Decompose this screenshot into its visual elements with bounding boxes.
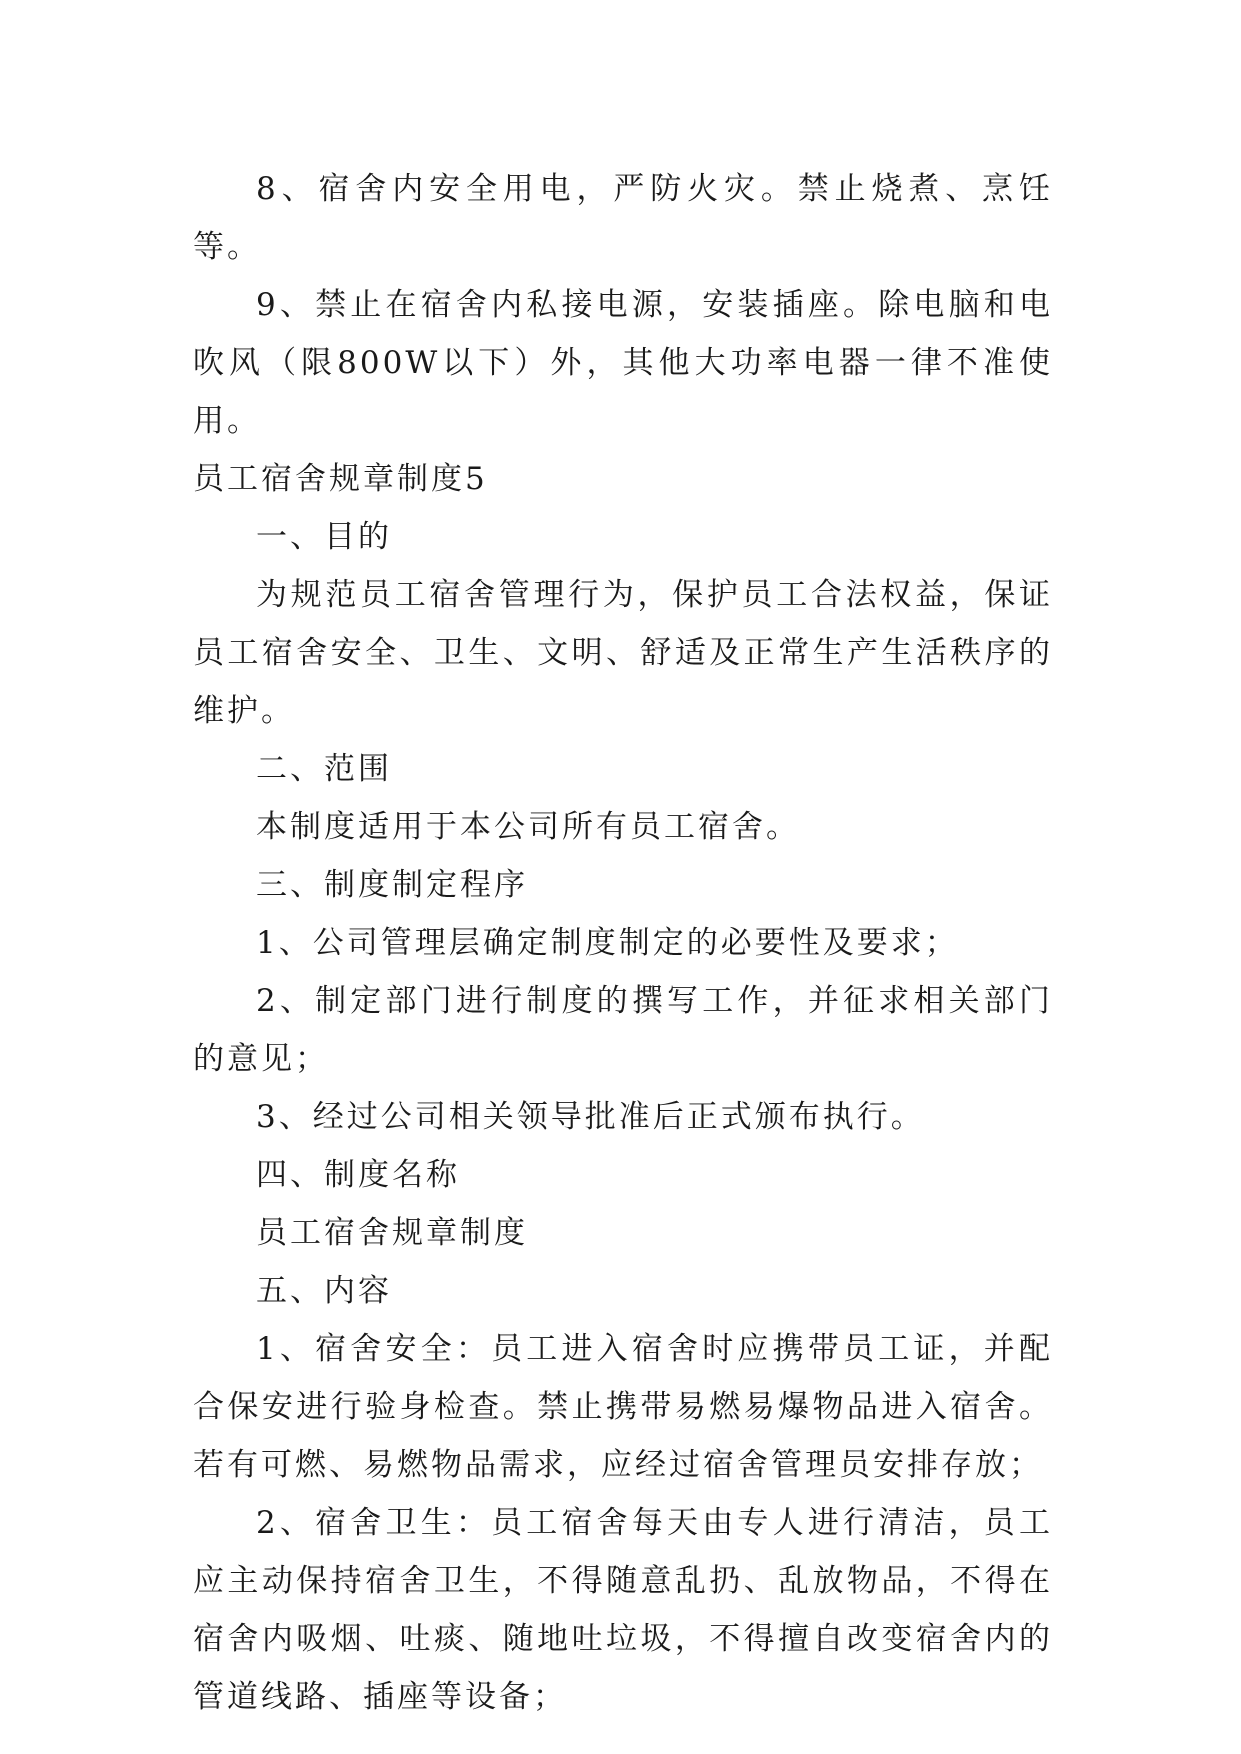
purpose-heading: 一、目的 bbox=[256, 519, 392, 555]
name-heading: 四、制度名称 bbox=[256, 1157, 460, 1193]
procedure-item-3: 3、经过公司相关领导批准后正式颁布执行。 bbox=[256, 1099, 925, 1135]
procedure-heading: 三、制度制定程序 bbox=[256, 867, 528, 903]
procedure-item-2: 2、制定部门进行制度的撰写工作，并征求相关部门的意见； bbox=[193, 983, 1053, 1077]
procedure-item-1: 1、公司管理层确定制度制定的必要性及要求； bbox=[256, 925, 959, 961]
content-item-2: 2、宿舍卫生：员工宿舍每天由专人进行清洁，员工应主动保持宿舍卫生，不得随意乱扔、乱放物品，不得在宿舍内吸烟、吐痰、随地吐垃圾，不得擅自改变宿舍内的管道线路、插座等设备； bbox=[193, 1505, 1053, 1715]
purpose-paragraph: 为规范员工宿舍管理行为，保护员工合法权益，保证员工宿舍安全、卫生、文明、舒适及正常生产生活秩序的维护。 bbox=[193, 577, 1053, 729]
document-body bbox=[193, 160, 1053, 1726]
section-heading: 员工宿舍规章制度5 bbox=[193, 461, 488, 497]
content-heading: 五、内容 bbox=[256, 1273, 392, 1309]
scope-paragraph: 本制度适用于本公司所有员工宿舍。 bbox=[256, 809, 800, 845]
rule-9-paragraph: 9、禁止在宿舍内私接电源，安装插座。除电脑和电吹风（限800W以下）外，其他大功率电器一律不准使用。 bbox=[193, 287, 1053, 439]
name-paragraph: 员工宿舍规章制度 bbox=[256, 1215, 528, 1251]
scope-heading: 二、范围 bbox=[256, 751, 392, 787]
content-item-1: 1、宿舍安全：员工进入宿舍时应携带员工证，并配合保安进行验身检查。禁止携带易燃易爆物品进入宿舍。若有可燃、易燃物品需求，应经过宿舍管理员安排存放； bbox=[193, 1331, 1053, 1483]
rule-8-paragraph: 8、宿舍内安全用电，严防火灾。禁止烧煮、烹饪等。 bbox=[193, 171, 1053, 265]
